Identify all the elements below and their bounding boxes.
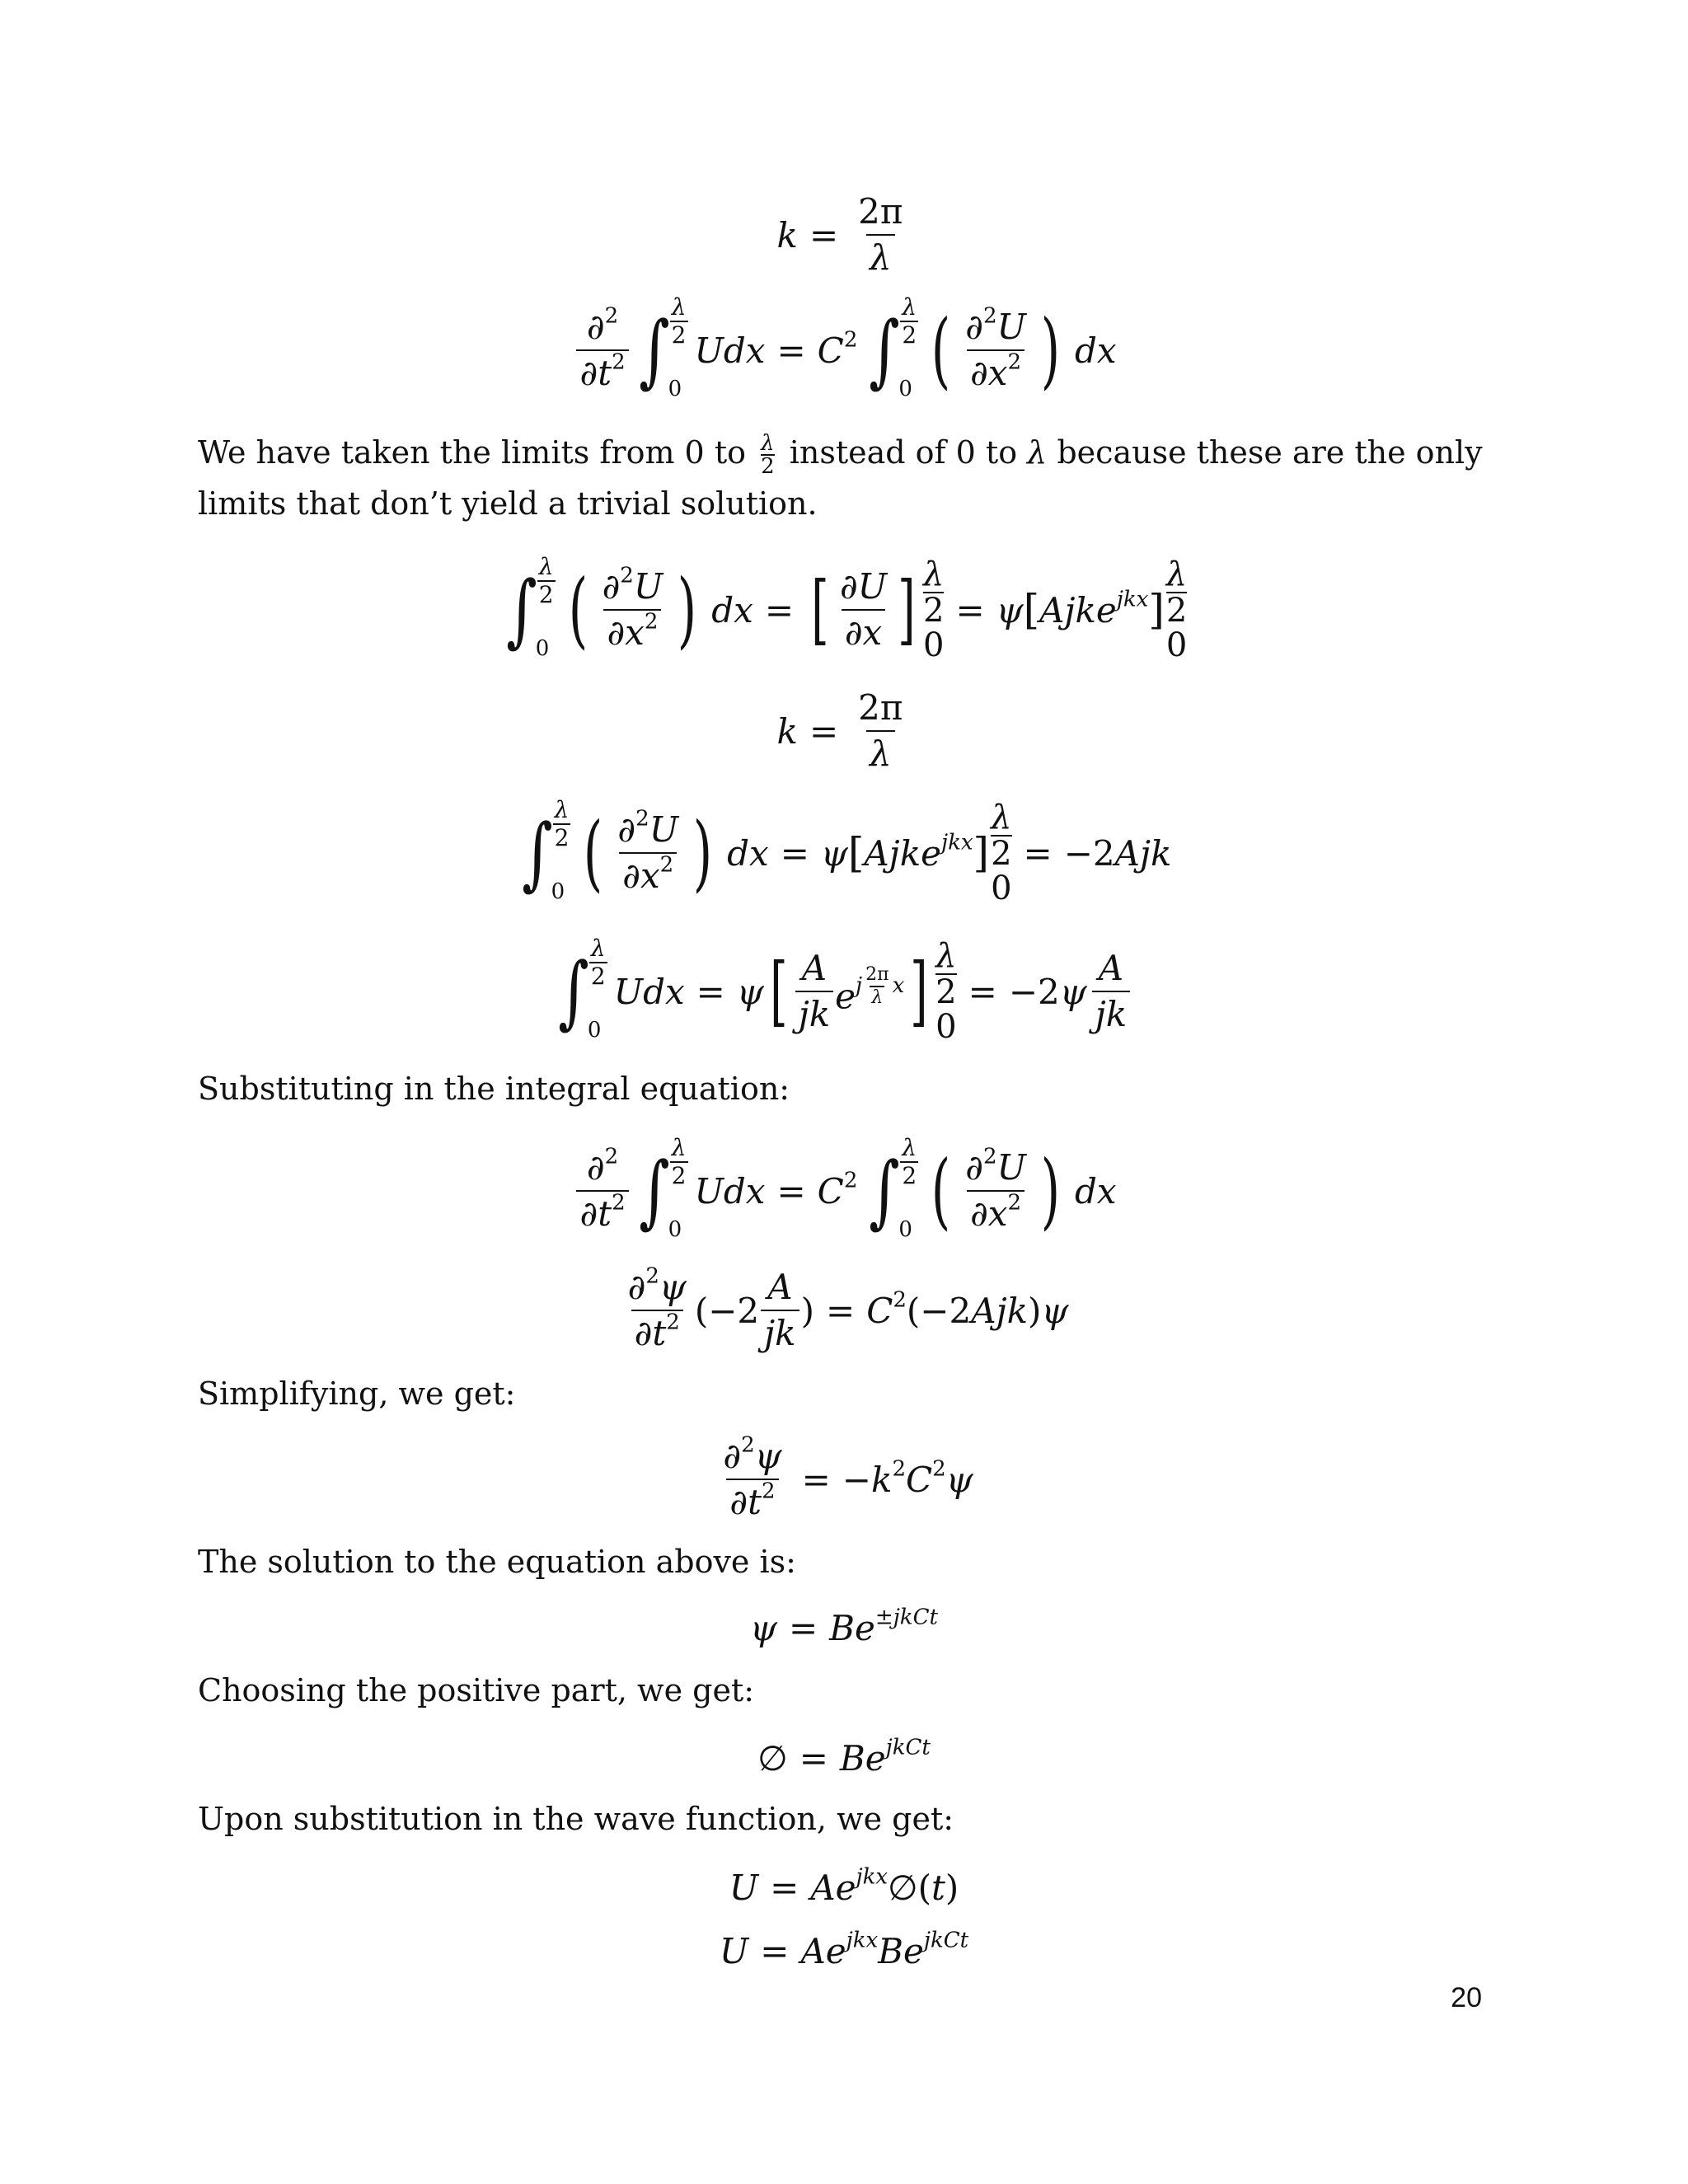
equation-integral-wave: $\frac{\partial^2}{\partial t^2}$ ∫ $\frac{\lambda}{2}$ 0 Udx = $C^2$ ∫ $\frac{\lambda}{2}$ 0 ( $\frac{\partial^2U}{\partial x^2}$ ) dx <box>0 293 1688 408</box>
equation-integral-wave-repeat: $\frac{\partial^2}{\partial t^2}$ ∫ $\frac{\lambda}{2}$ 0 Udx = $C^2$ ∫ $\frac{\lambda}{2}$ 0 ( $\frac{\partial^2U}{\partial x^2}$ ) dx <box>0 1133 1688 1249</box>
equation-substituted: $\frac{\partial^2\psi}{\partial t^2}$ (−2 $\frac{A}{jk}$ ) = $C^2(-2Ajk)\psi$ <box>627 1263 1069 1353</box>
paragraph-substituting: Substituting in the integral equation: <box>198 1071 790 1107</box>
equation-wave-function-1: U = $Ae^{jkx}\emptyset(t)$ <box>729 1863 959 1908</box>
paragraph-simplifying: Simplifying, we get: <box>198 1376 516 1412</box>
equation-general-solution: ψ = $Be^{\pm jkCt}$ <box>750 1604 938 1648</box>
page-number: 20 <box>1451 1982 1482 2013</box>
equation-second-derivative-integral: ∫ $\frac{\lambda}{2}$ 0 ( $\frac{\partial^2U}{\partial x^2}$ ) dx = [ $\frac{\partial U}{\partial x}$ ] λ 2 0 = ψ [ Ajke$^{jkx}$ ] λ 2 0 <box>505 553 1188 664</box>
equation-k-definition-repeat: k = $\frac{2\pi}{\lambda}$ <box>776 687 903 774</box>
equation-second-derivative-result: ∫ $\frac{\lambda}{2}$ 0 ( $\frac{\partial^2U}{\partial x^2}$ ) dx = ψ [ Ajke$^{jkx}$ ] λ 2 0 = −2Ajk <box>521 796 1172 907</box>
paragraph-wave-function: Upon substitution in the wave function, we get: <box>198 1801 954 1837</box>
equation-positive-solution: ∅ = $Be^{jkCt}$ <box>757 1734 931 1779</box>
paragraph-positive-part: Choosing the positive part, we get: <box>198 1672 755 1708</box>
equation-u-integral-result: ∫ $\frac{\lambda}{2}$ 0 Udx = ψ [ $\frac{A}{jk}$ $e^{j \frac{2\pi}{\lambda} x}$ ] λ 2 0 = −2ψ $\frac{A}{jk}$ <box>0 930 1688 1053</box>
paragraph-limits-explanation: We have taken the limits from 0 to $\frac{\lambda}{2}$ instead of 0 to λ because these are the only limits that don’t yield a trivial solution. <box>198 430 1483 523</box>
equation-simplified: $\frac{\partial^2\psi}{\partial t^2}$ = $-k^2C^2\psi$ <box>723 1432 973 1522</box>
equation-wave-function-2: U = $Ae^{jkx}Be^{jkCt}$ <box>719 1927 969 1971</box>
equation-k-definition: k = $\frac{2\pi}{\lambda}$ <box>776 190 903 278</box>
paragraph-solution: The solution to the equation above is: <box>198 1544 796 1580</box>
